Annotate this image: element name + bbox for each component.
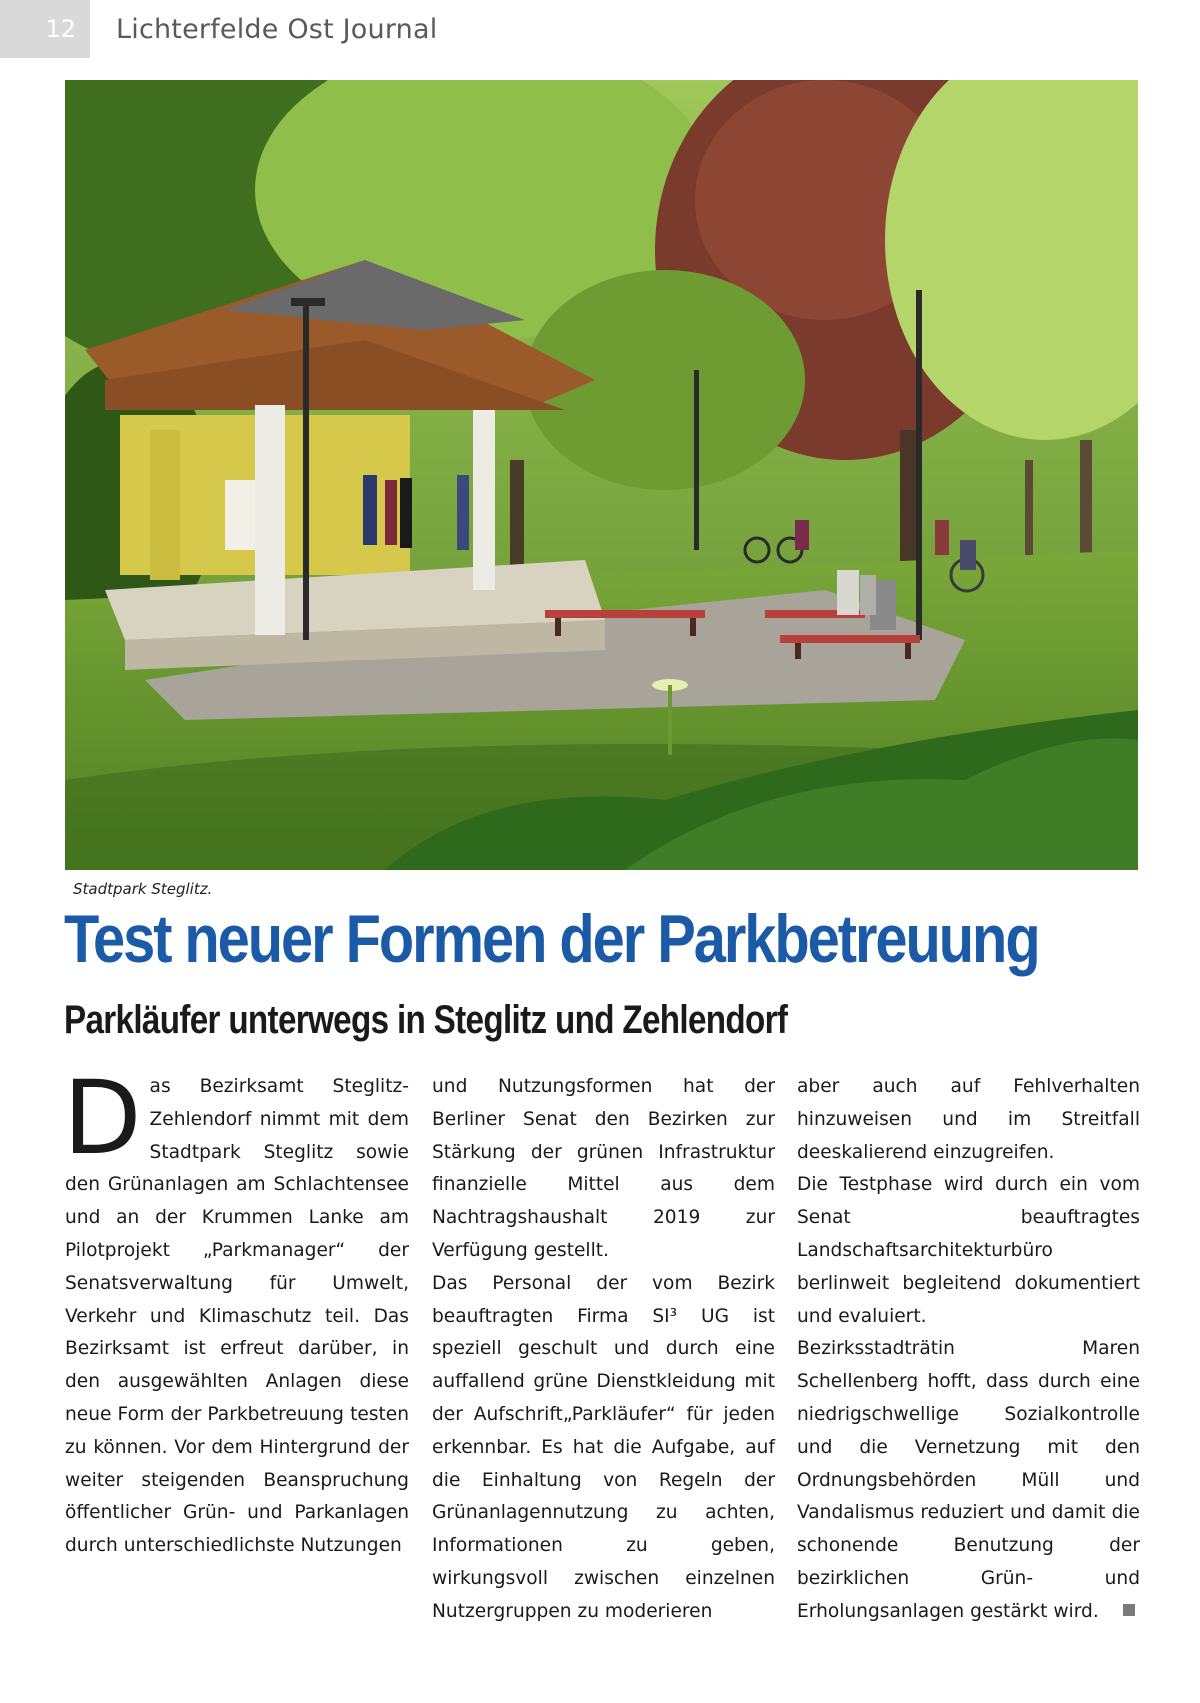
photo-caption: Stadtpark Steglitz. [73,880,213,898]
drop-cap: D [63,1059,142,1178]
column-2-paragraph-2: Das Personal der vom Bezirk beauftragten Firma SI³ UG ist speziell geschult und durch eine auffallend grüne Dienstkleidung mit der Aufschrift„Parkläufer“ für jeden erkennbar. Es hat die Aufgabe, auf die Einhaltung von Regeln der Grünanlagennutzung zu achten, Informationen zu geben, wirkungsvoll zwischen einzelnen Nutzergruppen zu moderieren [432,1272,775,1622]
article-column-1 [63,1059,409,1563]
park-photo [65,80,1138,870]
column-3-paragraph-1: aber auch auf Fehlverhalten hinzuweisen und im Streitfall deeskalierend einzugreifen. [797,1076,1140,1163]
article-headline: Test neuer Formen der Parkbetreuung [64,901,1039,977]
page-number: 12 [0,0,90,58]
column-3-paragraph-3: Bezirksstadträtin Maren Schellenberg hofft, dass durch eine niedrigschwellige Sozialkontrolle und die Vernetzung mit den Ordnungsbehörden Müll und Vandalismus reduziert und damit die schonende Benutzung der bezirklichen Grün- und Erholungsanlagen gestärkt wird. [797,1338,1140,1622]
column-2-paragraph-1: und Nutzungsformen hat der Berliner Senat den Bezirken zur Stärkung der grünen Infrastruktur finanzielle Mittel aus dem Nachtragshaushalt 2019 zur Verfügung gestellt. [432,1076,775,1261]
journal-title: Lichterfelde Ost Journal [116,14,438,45]
article-column-2 [432,1071,775,1629]
article-column-3 [797,1071,1140,1629]
column-3-paragraph-2: Die Testphase wird durch ein vom Senat beauftragtes Landschaftsarchitekturbüro berlinweit begleitend dokumentiert und evaluiert. [797,1174,1140,1327]
article-subheadline: Parkläufer unterwegs in Steglitz und Zehlendorf [64,998,788,1042]
column-1-text: as Bezirksamt Steglitz-Zehlendorf nimmt mit dem Stadtpark Steglitz sowie den Grünanlagen am Schlachtensee und an der Krummen Lanke am Pilotprojekt „Parkmanager“ der Senatsverwaltung für Umwelt, Verkehr und Klimaschutz teil. Das Bezirksamt ist erfreut darüber, in den ausgewählten Anlagen diese neue Form der Parkbetreuung testen zu können. Vor dem Hintergrund der weiter steigenden Beanspruchung öffentlicher Grün- und Parkanlagen durch unterschiedlichste Nutzungen [65,1076,409,1557]
end-of-article-square-icon [1123,1604,1135,1616]
